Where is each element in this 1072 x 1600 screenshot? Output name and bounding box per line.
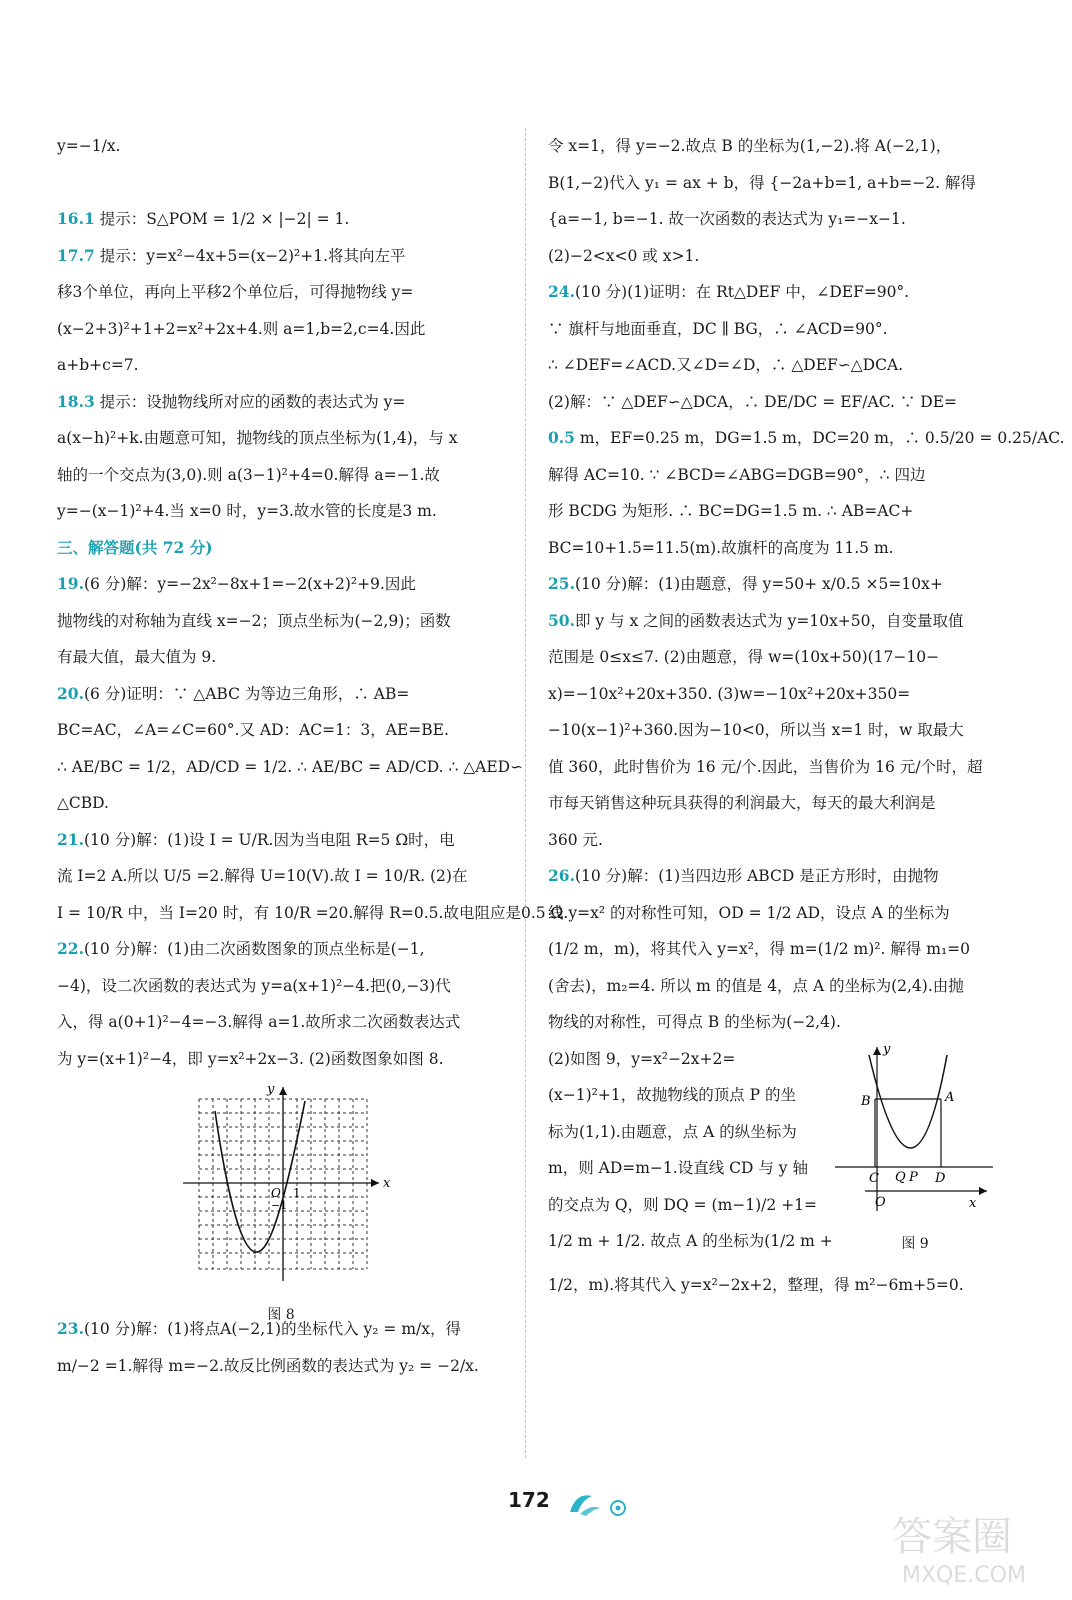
text-line: 市每天销售这种玩具获得的利润最大，每天的最大利润是: [548, 794, 936, 812]
point-label: C: [869, 1170, 879, 1186]
question-number: 22.: [57, 939, 84, 958]
figure-8: [57, 1081, 505, 1323]
text-line: y=−(x−1)²+4.当 x=0 时，y=3.故水管的长度是3 m.: [57, 502, 437, 520]
text-line: △CBD.: [57, 794, 109, 812]
question-number: 17.7: [57, 245, 95, 265]
text-line: y=−1/x.: [57, 137, 121, 155]
answer-24: 24.(10 分)(1)证明：在 Rt△DEF 中，∠DEF=90°.: [548, 282, 910, 301]
point-label: A: [945, 1089, 955, 1105]
svg-text:MXQE.COM: MXQE.COM: [902, 1563, 1026, 1588]
answer-17: 17.7 提示：y=x²−4x+5=(x−2)²+1.将其向左平: [57, 245, 406, 265]
question-number: 26.: [548, 866, 575, 885]
question-number: 18.3: [57, 391, 95, 411]
answer-23: 23.(10 分)解：(1)将点A(−2,1)的坐标代入 y₂ = m/x，得: [57, 1319, 461, 1338]
y-axis-label: y: [883, 1041, 891, 1057]
figure-9-caption: 图 9: [901, 1236, 929, 1252]
text-line: BC=10+1.5=11.5(m).故旗杆的高度为 11.5 m.: [548, 538, 894, 557]
text-line: 解得 AC=10. ∵ ∠BCD=∠ABG=DGB=90°，∴ 四边: [548, 465, 926, 484]
text-line: (舍去)，m₂=4. 所以 m 的值是 4，点 A 的坐标为(2,4).由抛: [548, 976, 964, 995]
question-number: 19.: [57, 574, 84, 593]
text-line: 形 BCDG 为矩形. ∴ BC=DG=1.5 m. ∴ AB=AC+: [548, 502, 914, 520]
figure-9: [835, 1041, 995, 1255]
text-line: 0.5 m，EF=0.25 m，DG=1.5 m，DC=20 m，∴ 0.5/20 = 0.25/AC.: [548, 428, 1065, 447]
text-line: 标为(1,1).由题意，点 A 的纵坐标为: [548, 1122, 797, 1141]
text-line: 360 元.: [548, 830, 603, 849]
y-axis-arrow-icon: [873, 1047, 881, 1055]
text-line: 物线的对称性，可得点 B 的坐标为(−2,4).: [548, 1013, 841, 1031]
text-line: (2)−2<x<0 或 x>1.: [548, 246, 700, 265]
text-line: 范围是 0≤x≤7. (2)由题意，得 w=(10x+50)(17−10−: [548, 648, 940, 666]
text-line: {a=−1, b=−1. 故一次函数的表达式为 y₁=−x−1.: [548, 210, 906, 228]
point-label: B: [861, 1093, 871, 1109]
answer-20: 20.(6 分)证明：∵ △ABC 为等边三角形，∴ AB=: [57, 683, 410, 703]
text-line: m，则 AD=m−1.设直线 CD 与 y 轴: [548, 1159, 808, 1177]
text-line: 有最大值，最大值为 9.: [57, 648, 217, 666]
text-line: ∴ ∠DEF=∠ACD.又∠D=∠D，∴ △DEF∽△DCA.: [548, 356, 904, 374]
point-label: P: [909, 1169, 918, 1185]
text-line: a(x−h)²+k.由题意可知，抛物线的顶点坐标为(1,4)，与 x: [57, 429, 458, 447]
text-line: 流 I=2 A.所以 U/5 =2.解得 U=10(V).故 I = 10/R. (2)在: [57, 867, 468, 885]
answer-22: 22.(10 分)解：(1)由二次函数图象的顶点坐标是(−1,: [57, 939, 425, 958]
y-axis-label: y: [267, 1082, 275, 1097]
question-number: 21.: [57, 829, 84, 849]
page-number: 172: [508, 1488, 550, 1512]
question-number: 24.: [548, 282, 575, 301]
text-line: a+b+c=7.: [57, 356, 139, 374]
answer-21: 21.(10 分)解：(1)设 I = U/R.因为当电阻 R=5 Ω时，电: [57, 829, 455, 849]
x-axis-label: x: [969, 1195, 977, 1211]
text-line: −4)，设二次函数的表达式为 y=a(x+1)²−4.把(0,−3)代: [57, 976, 451, 995]
leaf-logo-icon: [566, 1490, 636, 1518]
question-number: 25.: [548, 574, 575, 593]
right-column: [548, 128, 1065, 1303]
text-line: (x−2+3)²+1+2=x²+2x+4.则 a=1,b=2,c=4.因此: [57, 319, 426, 338]
y-axis-arrow-icon: [279, 1087, 287, 1095]
x-axis-arrow-icon: [979, 1187, 987, 1195]
question-number: 0.5: [548, 428, 575, 447]
text-line: B(1,−2)代入 y₁ = ax + b，得 {−2a+b=1, a+b=−2. 解得: [548, 173, 976, 192]
text-line: m/−2 =1.解得 m=−2.故反比例函数的表达式为 y₂ = −2/x.: [57, 1356, 479, 1375]
narrow-block: [548, 1041, 995, 1267]
text-line: 线 y=x² 的对称性可知，OD = 1/2 AD，设点 A 的坐标为: [548, 903, 950, 922]
point-label: Q: [895, 1169, 906, 1185]
parabola-curve: [869, 1055, 947, 1148]
question-number: 23.: [57, 1319, 84, 1338]
text-line: x)=−10x²+20x+350. (3)w=−10x²+20x+350=: [548, 684, 911, 703]
text-line: (2)如图 9，y=x²−2x+2=: [548, 1049, 736, 1068]
question-number: 16.1: [57, 209, 95, 228]
question-number: 50.: [548, 610, 575, 630]
point-label: D: [935, 1170, 946, 1186]
question-number: 20.: [57, 683, 84, 703]
text-line: 1/2 m + 1/2. 故点 A 的坐标为(1/2 m +: [548, 1232, 833, 1250]
narrow-text: [548, 1041, 833, 1260]
x-axis-label: x: [383, 1176, 391, 1191]
text-line: 值 360，此时售价为 16 元/个.因此，当售价为 16 元/个时，超: [548, 757, 983, 776]
text-line: 50.即 y 与 x 之间的函数表达式为 y=10x+50，自变量取值: [548, 610, 964, 630]
text-line: (2)解：∵ △DEF∽△DCA，∴ DE/DC = EF/AC. ∵ DE=: [548, 392, 958, 411]
text-line: 令 x=1，得 y=−2.故点 B 的坐标为(1,−2).将 A(−2,1)，: [548, 137, 952, 155]
tick-label: −1: [271, 1199, 288, 1212]
text-line: −10(x−1)²+360.因为−10<0，所以当 x=1 时，w 取最大: [548, 721, 964, 739]
x-axis-arrow-icon: [371, 1179, 379, 1187]
text-line: 轴的一个交点为(3,0).则 a(3−1)²+4=0.解得 a=−1.故: [57, 465, 440, 484]
point-label: O: [875, 1194, 886, 1210]
answer-19: 19.(6 分)解：y=−2x²−8x+1=−2(x+2)²+9.因此: [57, 574, 416, 593]
text-line: I = 10/R 中，当 I=20 时，有 10/R =20.解得 R=0.5.故电阻应是0.5 Ω.: [57, 903, 569, 922]
figure-8-caption: 图 8: [267, 1306, 295, 1323]
figure-8-graph: [57, 1081, 505, 1291]
text-line: BC=AC，∠A=∠C=60°.又 AD：AC=1：3，AE=BE.: [57, 721, 449, 739]
answer-16: 16.1 提示：S△POM = 1/2 × |−2| = 1.: [57, 209, 350, 228]
origin-label: O: [271, 1186, 281, 1200]
text-line: ∵ 旗杆与地面垂直，DC ∥ BG，∴ ∠ACD=90°.: [548, 319, 888, 338]
column-divider: [525, 128, 526, 1458]
text-line: [57, 165, 505, 202]
text-line: (1/2 m，m)，将其代入 y=x²，得 m=(1/2 m)². 解得 m₁=0: [548, 940, 971, 958]
parabola-curve: [215, 1101, 305, 1252]
text-line: 抛物线的对称轴为直线 x=−2；顶点坐标为(−2,9)；函数: [57, 611, 451, 630]
answer-18: 18.3 提示：设抛物线所对应的函数的表达式为 y=: [57, 391, 406, 411]
text-line: 入，得 a(0+1)²−4=−3.解得 a=1.故所求二次函数表达式: [57, 1013, 461, 1031]
text-line: 移3个单位，再向上平移2个单位后，可得抛物线 y=: [57, 283, 414, 301]
answer-26: 26.(10 分)解：(1)当四边形 ABCD 是正方形时，由抛物: [548, 866, 939, 885]
svg-text:答案圈: 答案圈: [892, 1514, 1012, 1560]
text-line: (x−1)²+1，故抛物线的顶点 P 的坐: [548, 1086, 797, 1104]
text-line: 的交点为 Q，则 DQ = (m−1)/2 +1=: [548, 1195, 818, 1214]
text-line: 为 y=(x+1)²−4，即 y=x²+2x−3. (2)函数图象如图 8.: [57, 1049, 444, 1068]
text-line: 1/2，m).将其代入 y=x²−2x+2，整理，得 m²−6m+5=0.: [548, 1275, 964, 1294]
figure-9-graph: [835, 1041, 995, 1221]
watermark-logo: [882, 1500, 1052, 1590]
tick-label: 1: [293, 1186, 301, 1200]
section-heading: 三、解答题(共 72 分): [57, 537, 213, 557]
text-line: ∴ AE/BC = 1/2，AD/CD = 1/2. ∴ AE/BC = AD/CD. ∴ △AED∽: [57, 757, 524, 776]
answer-25: 25.(10 分)解：(1)由题意，得 y=50+ x/0.5 ×5=10x+: [548, 574, 943, 593]
